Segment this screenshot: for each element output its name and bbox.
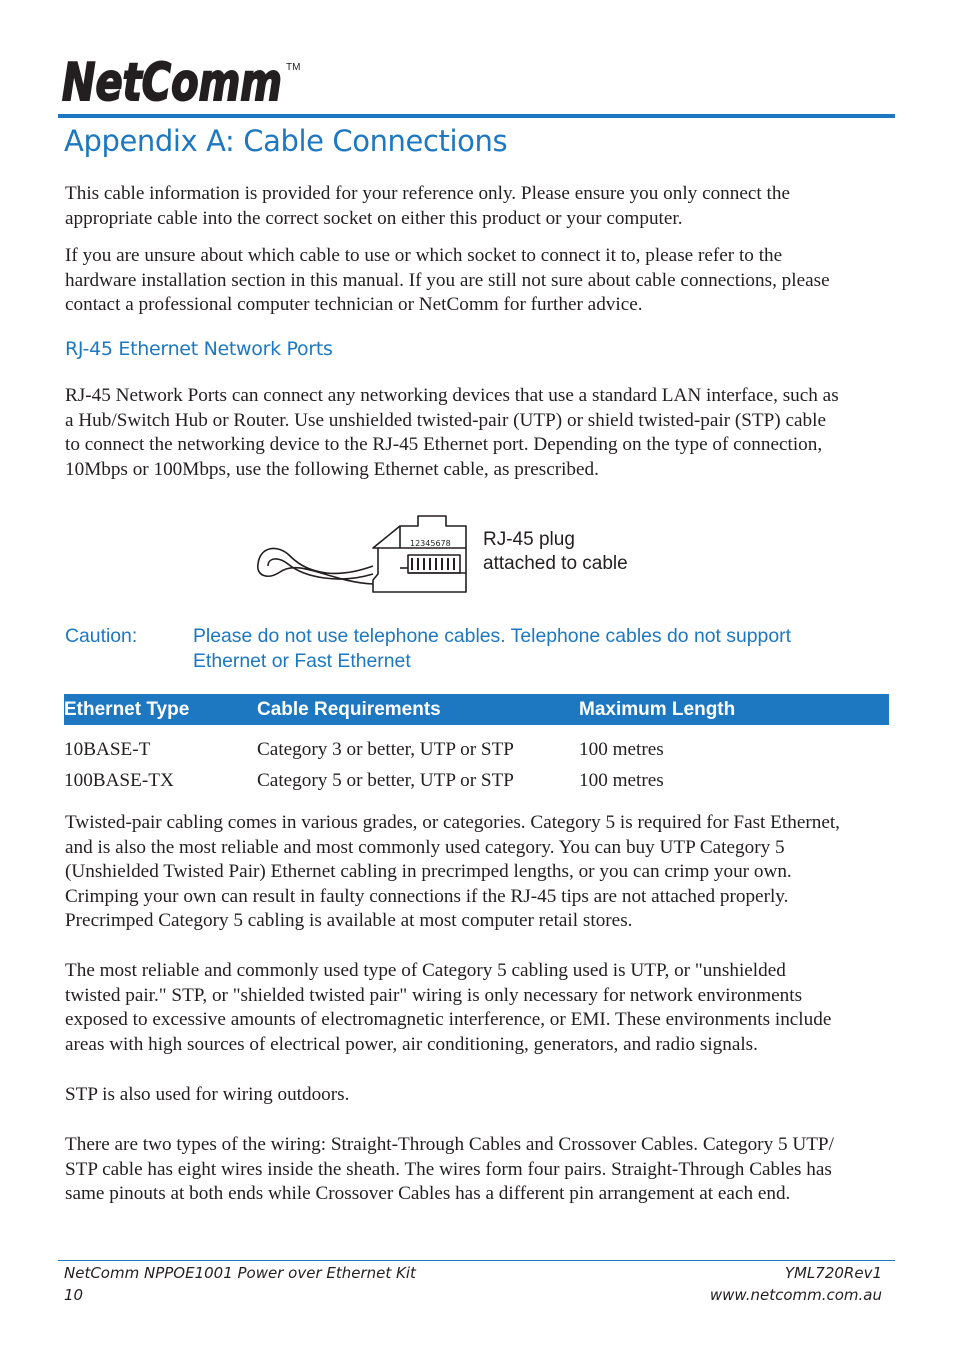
caution-text: [193, 624, 791, 674]
plug-caption: [483, 528, 628, 576]
caption-line: RJ-45 plug: [483, 529, 575, 550]
text-line: This cable information is provided for your reference only. Please ensure you only connect the: [65, 183, 790, 204]
text-line: Please do not use telephone cables. Telephone cables do not support: [193, 625, 791, 647]
page-title: Appendix A: Cable Connections: [64, 124, 508, 158]
svg-text:NetComm: NetComm: [62, 53, 282, 108]
table-cell: 100BASE-TX: [64, 770, 174, 791]
text-line: The most reliable and commonly used type of Category 5 cabling used is UTP, or "unshielded: [65, 960, 786, 981]
footer-url[interactable]: www.netcomm.com.au: [709, 1286, 882, 1304]
caution-label: Caution:: [65, 625, 138, 647]
text-line: There are two types of the wiring: Straight-Through Cables and Crossover Cables. Category 5 UTP/: [65, 1134, 834, 1155]
table-cell: 100 metres: [579, 739, 664, 760]
stp-outdoors-paragraph: [65, 1083, 895, 1108]
text-line: a Hub/Switch Hub or Router. Use unshielded twisted-pair (UTP) or shield twisted-pair (STP) cable: [65, 409, 826, 431]
text-line: Crimping your own can result in faulty connections if the RJ-45 tips are not attached properly.: [65, 885, 789, 907]
category-paragraph: [65, 811, 895, 934]
header-rule: [58, 114, 895, 118]
intro-paragraph-1: [65, 182, 895, 231]
table-cell: Category 3 or better, UTP or STP: [257, 739, 514, 760]
text-line: Precrimped Category 5 cabling is available at most computer retail stores.: [65, 910, 633, 932]
table-cell: 10BASE-T: [64, 739, 151, 760]
ethernet-cable-table: [64, 694, 889, 801]
table-cell: 100 metres: [579, 770, 664, 791]
pin-numbers: 12345678: [410, 539, 451, 548]
column-header-ethernet-type: Ethernet Type: [64, 699, 190, 720]
text-line: Twisted-pair cabling comes in various grades, or categories. Category 5 is required for Fast Ethernet,: [65, 812, 840, 833]
text-line: STP is also used for wiring outdoors.: [65, 1084, 350, 1105]
table-row: [64, 770, 889, 801]
text-line: appropriate cable into the correct socket on either this product or your computer.: [65, 207, 683, 229]
table-row: [64, 739, 889, 770]
pin-contacts: [408, 555, 460, 573]
column-header-cable-requirements: Cable Requirements: [257, 699, 441, 720]
text-line: and is also the most reliable and most commonly used category. You can buy UTP Category 5: [65, 836, 785, 858]
text-line: contact a professional computer technician or NetComm for further advice.: [65, 294, 643, 316]
text-line: (Unshielded Twisted Pair) Ethernet cabling in precrimped lengths, or you can crimp your own.: [65, 861, 792, 883]
text-line: to connect the networking device to the RJ-45 Ethernet port. Depending on the type of connection,: [65, 434, 823, 456]
text-line: Ethernet or Fast Ethernet: [193, 650, 411, 672]
caption-line: attached to cable: [483, 553, 628, 574]
text-line: RJ-45 Network Ports can connect any networking devices that use a standard LAN interface, such as: [65, 385, 839, 406]
column-header-maximum-length: Maximum Length: [579, 699, 736, 720]
text-line: STP cable has eight wires inside the sheath. The wires form four pairs. Straight-Through Cables has: [65, 1158, 832, 1180]
footer-rule: [58, 1260, 895, 1261]
text-line: twisted pair." STP, or "shielded twisted pair" wiring is only necessary for network environments: [65, 984, 803, 1006]
text-line: 10Mbps or 100Mbps, use the following Ethernet cable, as prescribed.: [65, 458, 599, 480]
text-line: exposed to excessive amounts of electromagnetic interference, or EMI. These environments include: [65, 1009, 832, 1031]
utp-stp-paragraph: [65, 959, 895, 1057]
text-line: areas with high sources of electrical power, air conditioning, generators, and radio signals.: [65, 1033, 758, 1055]
cable-inner: [268, 559, 373, 579]
pin-lines: [412, 558, 454, 570]
plug-body: [373, 516, 466, 592]
table-header: [64, 694, 889, 725]
page-number: 10: [64, 1286, 84, 1304]
wiring-types-paragraph: [65, 1133, 895, 1207]
footer-product: NetComm NPPOE1001 Power over Ethernet Kit: [64, 1264, 416, 1282]
footer-doc-code: YML720Rev1: [784, 1264, 882, 1282]
rj45-paragraph: [65, 384, 895, 482]
trademark-symbol: TM: [286, 62, 301, 73]
text-line: If you are unsure about which cable to use or which socket to connect it to, please refer to the: [65, 245, 783, 266]
text-line: hardware installation section in this manual. If you are still not sure about cable connections, please: [65, 269, 830, 291]
text-line: same pinouts at both ends while Crossover Cables has a different pin arrangement at each end.: [65, 1183, 791, 1205]
netcomm-logo: [58, 52, 286, 108]
intro-paragraph-2: [65, 244, 895, 318]
section-heading: RJ-45 Ethernet Network Ports: [65, 338, 333, 360]
table-cell: Category 5 or better, UTP or STP: [257, 770, 514, 791]
rj45-plug-illustration: [250, 508, 480, 600]
